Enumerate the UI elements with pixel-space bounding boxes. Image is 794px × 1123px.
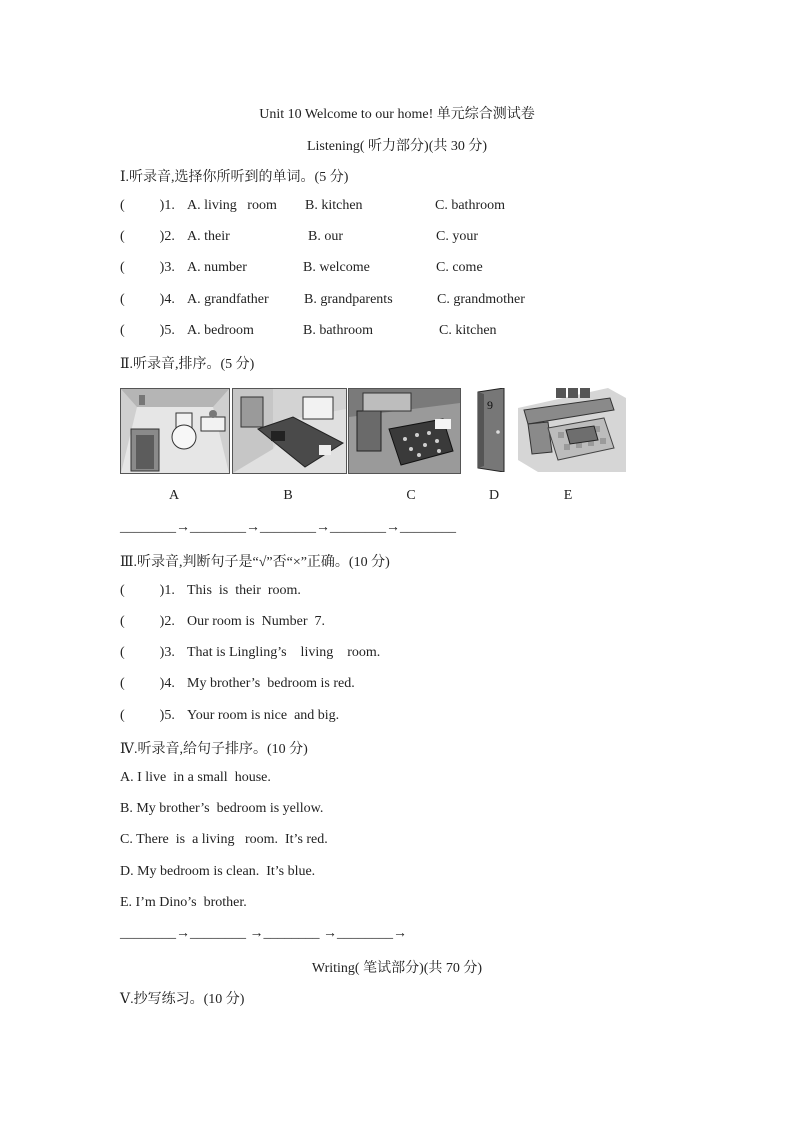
sentence: My brother’s bedroom is red.: [187, 676, 355, 691]
section4-sentence-e: E. I’m Dino’s brother.: [120, 895, 247, 910]
picture-label-a: A: [168, 488, 180, 503]
section4-heading: Ⅳ.听录音,给句子排序。(10 分): [120, 742, 308, 757]
option-c: C. grandmother: [437, 292, 525, 307]
answer-blank[interactable]: ( )5.: [120, 323, 175, 338]
writing-header: Writing( 笔试部分)(共 70 分): [311, 961, 483, 976]
sentence: Our room is Number 7.: [187, 614, 326, 629]
picture-door: [474, 388, 508, 472]
picture-label-c: C: [406, 488, 416, 503]
answer-blank[interactable]: ( )1.: [120, 198, 175, 213]
section2-answer-line[interactable]: ________→________→________→________→________: [120, 520, 456, 535]
answer-blank[interactable]: ( )2.: [120, 229, 175, 244]
answer-blank[interactable]: ( )2.: [120, 614, 175, 629]
section4-sentence-c: C. There is a living room. It’s red.: [120, 832, 328, 847]
answer-blank[interactable]: ( )5.: [120, 708, 175, 723]
sentence: That is Lingling’s living room.: [187, 645, 381, 660]
answer-blank[interactable]: ( )1.: [120, 583, 175, 598]
section2-heading: Ⅱ.听录音,排序。(5 分): [120, 357, 255, 372]
answer-blank[interactable]: ( )4.: [120, 676, 175, 691]
picture-bedroom: [348, 388, 461, 474]
section4-sentence-d: D. My bedroom is clean. It’s blue.: [120, 864, 316, 879]
option-a: A. bedroom: [187, 323, 254, 338]
answer-blank[interactable]: ( )3.: [120, 645, 175, 660]
option-b: B. welcome: [303, 260, 370, 275]
listening-header: Listening( 听力部分)(共 30 分): [306, 139, 488, 154]
option-b: B. grandparents: [304, 292, 393, 307]
option-c: C. your: [436, 229, 478, 244]
option-a: A. their: [187, 229, 230, 244]
section5-heading: Ⅴ.抄写练习。(10 分): [120, 992, 245, 1007]
section4-sentence-b: B. My brother’s bedroom is yellow.: [120, 801, 324, 816]
option-c: C. kitchen: [439, 323, 497, 338]
picture-living-room: [518, 388, 626, 472]
section3-heading: Ⅲ.听录音,判断句子是“√”否“×”正确。(10 分): [120, 555, 390, 570]
option-b: B. kitchen: [305, 198, 363, 213]
picture-label-b: B: [283, 488, 293, 503]
sentence: This is their room.: [187, 583, 301, 598]
picture-label-e: E: [563, 488, 573, 503]
answer-blank[interactable]: ( )3.: [120, 260, 175, 275]
picture-kitchen: [232, 388, 347, 474]
page-title: Unit 10 Welcome to our home! 单元综合测试卷: [259, 107, 535, 122]
option-b: B. our: [308, 229, 343, 244]
option-c: C. bathroom: [435, 198, 505, 213]
door-number: 9: [487, 398, 493, 412]
sentence: Your room is nice and big.: [187, 708, 340, 723]
section4-answer-line[interactable]: ________→________ →________ →________→: [120, 926, 407, 941]
option-a: A. grandfather: [187, 292, 269, 307]
option-b: B. bathroom: [303, 323, 373, 338]
section4-sentence-a: A. I live in a small house.: [120, 770, 271, 785]
option-a: A. living room: [187, 198, 277, 213]
option-c: C. come: [436, 260, 483, 275]
picture-bathroom: [120, 388, 230, 474]
picture-label-d: D: [488, 488, 500, 503]
option-a: A. number: [187, 260, 247, 275]
answer-blank[interactable]: ( )4.: [120, 292, 175, 307]
section1-heading: Ⅰ.听录音,选择你所听到的单词。(5 分): [120, 170, 349, 185]
